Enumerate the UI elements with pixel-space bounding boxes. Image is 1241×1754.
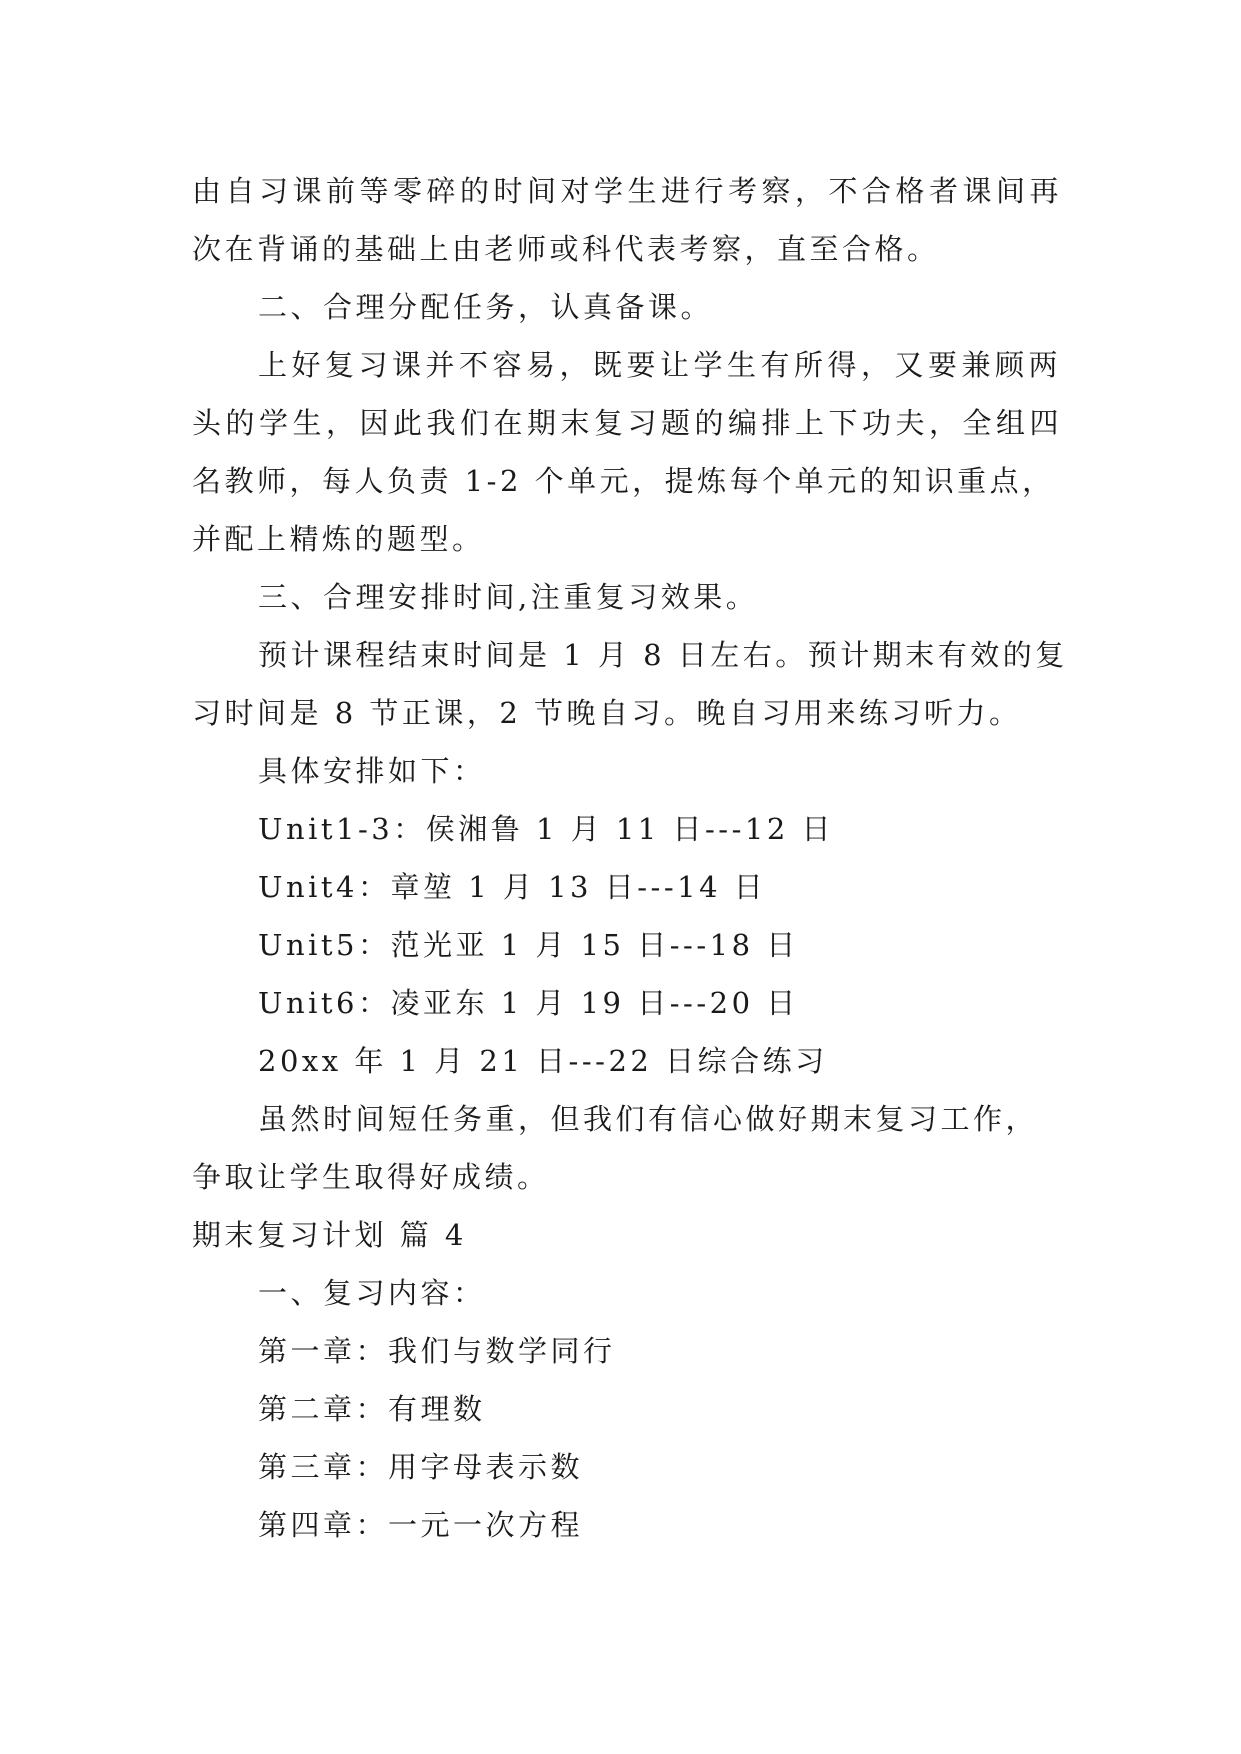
paragraph-line: 具体安排如下： [258, 754, 486, 788]
paragraph-line: 虽然时间短任务重，但我们有信心做好期末复习工作， [258, 1102, 1039, 1136]
chapter-item: 第一章：我们与数学同行 [258, 1334, 616, 1368]
paragraph-line: 次在背诵的基础上由老师或科代表考察，直至合格。 [192, 232, 940, 266]
chapter-item: 第四章：一元一次方程 [258, 1508, 584, 1542]
paragraph-line: 并配上精炼的题型。 [192, 522, 485, 556]
paragraph-line: 名教师，每人负责 1-2 个单元，提炼每个单元的知识重点， [192, 464, 1055, 498]
paragraph-line: 争取让学生取得好成绩。 [192, 1160, 550, 1194]
chapter-item: 第二章：有理数 [258, 1392, 486, 1426]
section-heading: 三、合理安排时间,注重复习效果。 [258, 580, 759, 614]
section-title: 期末复习计划 篇 4 [192, 1218, 467, 1252]
schedule-item: Unit4：章堃 1 月 13 日---14 日 [258, 870, 767, 904]
paragraph-line: 由自习课前等零碎的时间对学生进行考察，不合格者课间再 [192, 174, 1064, 208]
schedule-item: Unit5：范光亚 1 月 15 日---18 日 [258, 928, 799, 962]
paragraph-line: 上好复习课并不容易，既要让学生有所得，又要兼顾两 [258, 348, 1063, 382]
document-body [192, 162, 1072, 1554]
paragraph-line: 头的学生，因此我们在期末复习题的编排上下功夫，全组四 [192, 406, 1064, 440]
chapter-item: 第三章：用字母表示数 [258, 1450, 584, 1484]
schedule-item: 20xx 年 1 月 21 日---22 日综合练习 [258, 1044, 828, 1078]
schedule-item: Unit6：凌亚东 1 月 19 日---20 日 [258, 986, 799, 1020]
schedule-item: Unit1-3：侯湘鲁 1 月 11 日---12 日 [258, 812, 834, 846]
paragraph-line: 预计课程结束时间是 1 月 8 日左右。预计期末有效的复 [258, 638, 1068, 672]
section-heading: 二、合理分配任务，认真备课。 [258, 290, 714, 324]
section-heading: 一、复习内容： [258, 1276, 486, 1310]
paragraph-line: 习时间是 8 节正课，2 节晚自习。晚自习用来练习听力。 [192, 696, 1022, 730]
